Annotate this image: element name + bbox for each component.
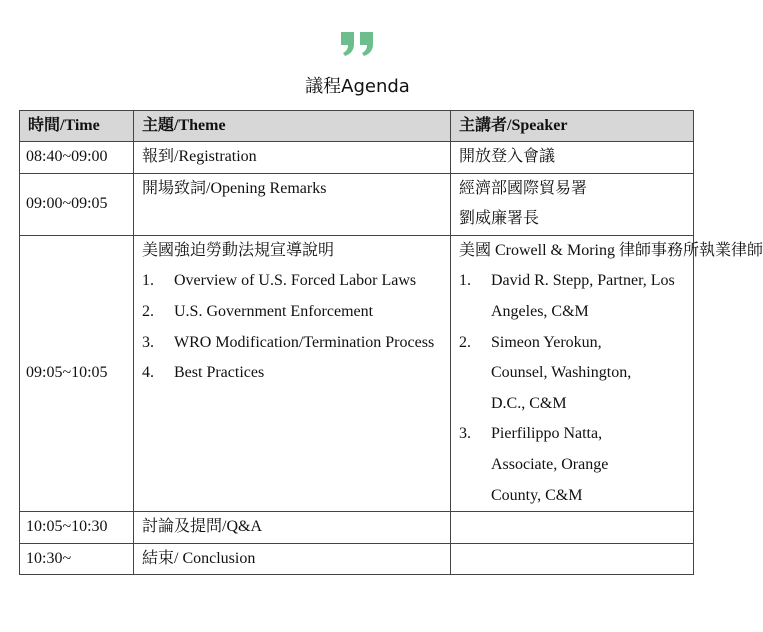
theme-list xyxy=(142,266,450,388)
row-theme: 結束/ Conclusion xyxy=(134,543,451,575)
row-speaker xyxy=(451,512,694,544)
table-row xyxy=(20,543,694,575)
header-speaker: 主講者/Speaker xyxy=(451,111,694,142)
row-time: 10:05~10:30 xyxy=(20,512,134,544)
row-theme: 報到/Registration xyxy=(134,142,451,174)
list-item: 2. U.S. Government Enforcement xyxy=(142,302,374,320)
row-theme: 開場致詞/Opening Remarks xyxy=(134,173,451,235)
list-item: 1. Overview of U.S. Forced Labor Laws xyxy=(142,272,417,290)
table-row xyxy=(20,173,694,235)
row-speaker xyxy=(451,235,763,511)
row-time: 09:05~10:05 xyxy=(20,235,134,511)
list-item: 3. WRO Modification/Termination Process xyxy=(142,333,435,351)
list-item: 4. Best Practices xyxy=(142,364,265,382)
speaker-line: 經濟部國際貿易署 xyxy=(459,179,588,197)
speaker-line: 劉威廉署長 xyxy=(459,210,540,228)
speaker-list xyxy=(459,266,693,511)
table-header-row xyxy=(20,111,694,142)
table-row xyxy=(20,512,694,544)
row-speaker: 開放登入會議 xyxy=(451,142,694,174)
row-speaker xyxy=(451,173,694,235)
row-time: 10:30~ xyxy=(20,543,134,575)
quote-icon xyxy=(339,30,375,58)
row-speaker xyxy=(451,543,694,575)
speaker-title: 美國 Crowell & Moring 律師事務所執業律師 xyxy=(459,241,763,259)
list-item: 2. Simeon Yerokun, Counsel, Washington, D.C., C&M xyxy=(459,333,632,412)
row-theme xyxy=(134,235,451,511)
row-time: 09:00~09:05 xyxy=(20,173,134,235)
theme-title: 美國強迫勞動法規宣導說明 xyxy=(142,241,335,259)
list-item: 3. Pierfilippo Natta, Associate, Orange County, C&M xyxy=(459,425,609,504)
table-row xyxy=(20,235,694,511)
page-title: 議程Agenda xyxy=(305,76,410,97)
list-item: 1. David R. Stepp, Partner, Los Angeles, C&M xyxy=(459,272,675,320)
header-theme: 主題/Theme xyxy=(134,111,451,142)
table-row xyxy=(20,142,694,174)
row-theme: 討論及提問/Q&A xyxy=(134,512,451,544)
header-time: 時間/Time xyxy=(20,111,134,142)
agenda-table xyxy=(19,110,763,575)
row-time: 08:40~09:00 xyxy=(20,142,134,174)
